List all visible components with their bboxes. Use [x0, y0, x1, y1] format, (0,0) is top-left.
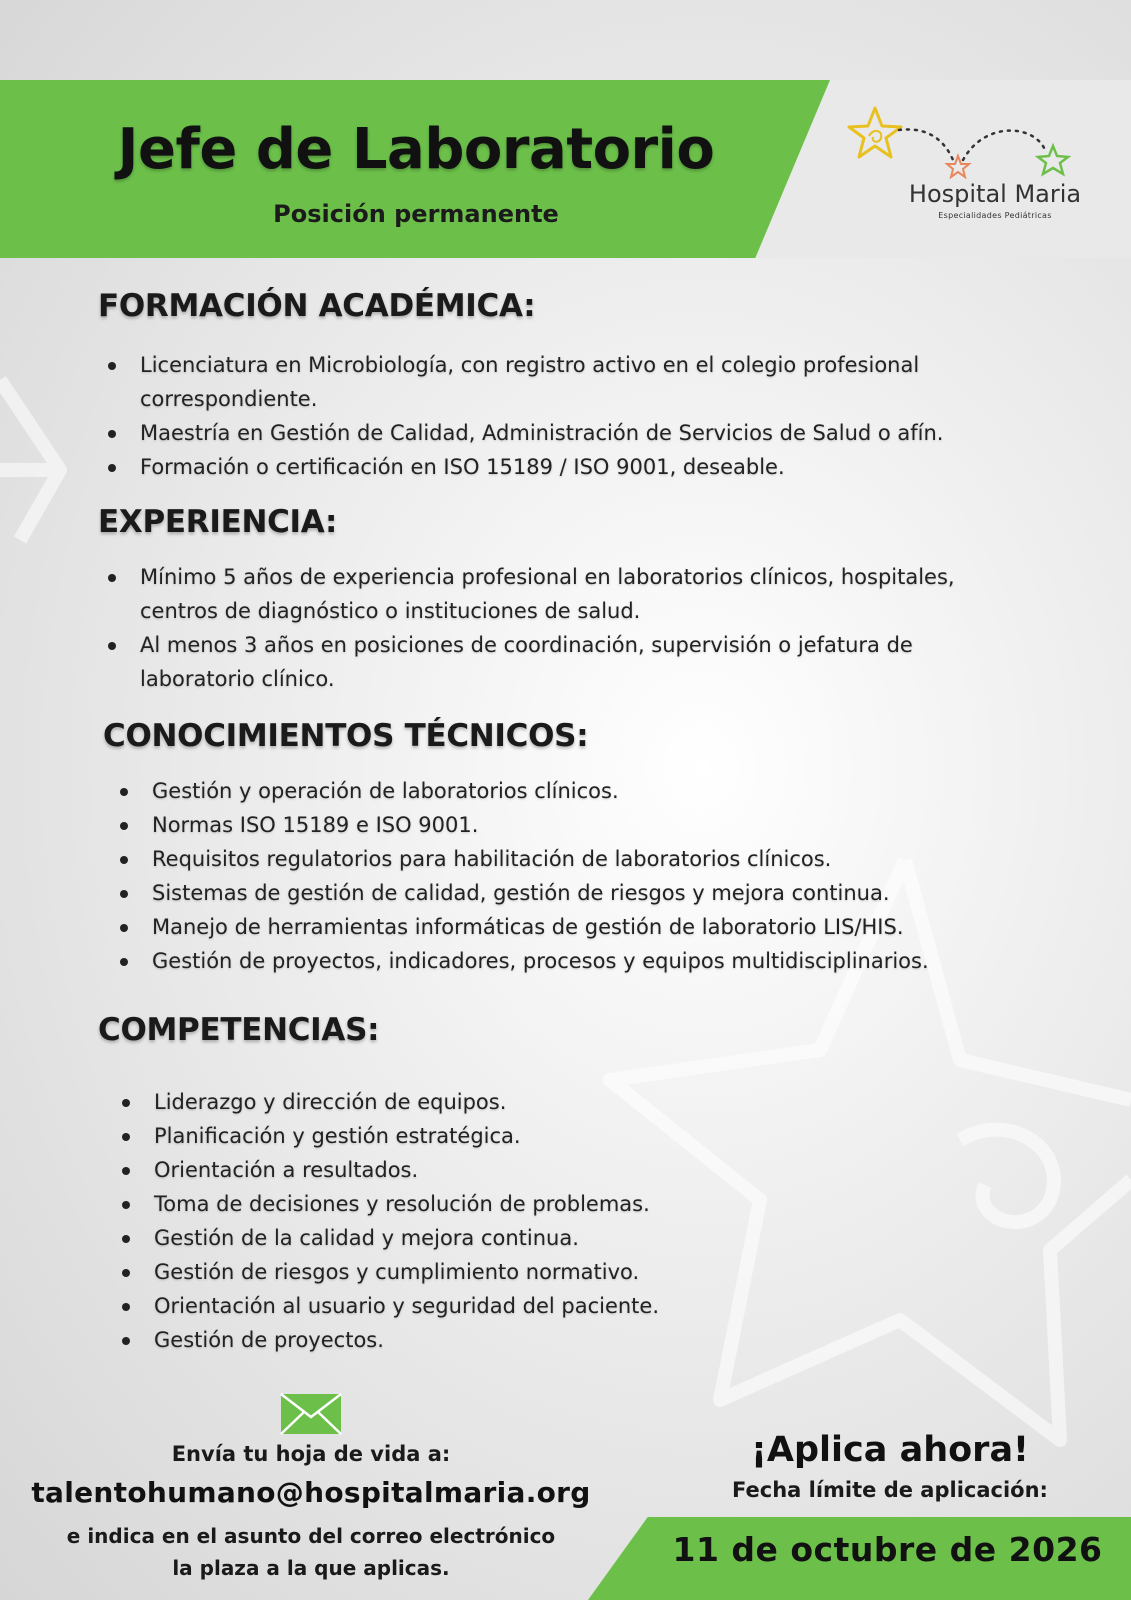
instruction-line: e indica en el asunto del correo electrónico [66, 1524, 556, 1548]
section-title-conocimientos: CONOCIMIENTOS TÉCNICOS: [103, 718, 589, 754]
logo-name: Hospital Maria [908, 180, 1082, 208]
green-star-icon [1038, 146, 1068, 174]
email-instructions [0, 1520, 622, 1584]
list-item: Toma de decisiones y resolución de problemas. [118, 1187, 1018, 1221]
list-formacion [104, 348, 1064, 484]
list-item: Sistemas de gestión de calidad, gestión de riesgos y mejora continua. [116, 876, 1116, 910]
job-title: Jefe de Laboratorio [117, 117, 715, 182]
list-item: Orientación a resultados. [118, 1153, 1018, 1187]
list-item: Al menos 3 años en posiciones de coordinación, supervisión o jefatura de [104, 628, 1104, 662]
deadline-label: Fecha límite de aplicación: [732, 1478, 1048, 1502]
section-title-competencias: COMPETENCIAS: [98, 1012, 380, 1048]
send-cv-label: Envía tu hoja de vida a: [171, 1442, 451, 1466]
list-item: Mínimo 5 años de experiencia profesional en laboratorios clínicos, hospitales, [104, 560, 1104, 594]
apply-now-heading: ¡Aplica ahora! [750, 1430, 1030, 1470]
instruction-line: la plaza a la que aplicas. [172, 1556, 450, 1580]
list-experiencia [104, 560, 1104, 696]
orange-star-icon [947, 156, 969, 177]
list-item-continuation: laboratorio clínico. [140, 667, 335, 691]
yellow-star-icon [849, 108, 901, 157]
list-item: Maestría en Gestión de Calidad, Administración de Servicios de Salud o afín. [104, 416, 1064, 450]
list-item: Normas ISO 15189 e ISO 9001. [116, 808, 1116, 842]
list-item: Gestión y operación de laboratorios clínicos. [116, 774, 1116, 808]
list-item: Gestión de la calidad y mejora continua. [118, 1221, 1018, 1255]
logo-tagline: Especialidades Pediátricas [938, 211, 1052, 220]
list-item: Manejo de herramientas informáticas de gestión de laboratorio LIS/HIS. [116, 910, 1116, 944]
list-item: Liderazgo y dirección de equipos. [118, 1085, 1018, 1119]
list-competencias [118, 1085, 1018, 1357]
section-title-formacion: FORMACIÓN ACADÉMICA: [98, 288, 536, 324]
list-item-continuation: centros de diagnóstico o instituciones de salud. [140, 599, 641, 623]
list-item: Gestión de proyectos. [118, 1323, 1018, 1357]
deadline-date: 11 de octubre de 2026 [672, 1530, 1103, 1569]
job-subtitle: Posición permanente [273, 200, 559, 228]
list-item: Licenciatura en Microbiología, con registro activo en el colegio profesional [104, 348, 1064, 382]
list-item: Requisitos regulatorios para habilitación de laboratorios clínicos. [116, 842, 1116, 876]
list-item: Gestión de riesgos y cumplimiento normativo. [118, 1255, 1018, 1289]
list-conocimientos [116, 774, 1116, 978]
list-item: Formación o certificación en ISO 15189 / ISO 9001, deseable. [104, 450, 1064, 484]
list-item-continuation: correspondiente. [140, 387, 318, 411]
list-item: Planificación y gestión estratégica. [118, 1119, 1018, 1153]
list-item: Orientación al usuario y seguridad del paciente. [118, 1289, 1018, 1323]
section-title-experiencia: EXPERIENCIA: [98, 504, 338, 540]
list-item: Gestión de proyectos, indicadores, procesos y equipos multidisciplinarios. [116, 944, 1116, 978]
envelope-icon [280, 1393, 342, 1435]
contact-email-link[interactable]: talentohumano@hospitalmaria.org [31, 1476, 591, 1509]
